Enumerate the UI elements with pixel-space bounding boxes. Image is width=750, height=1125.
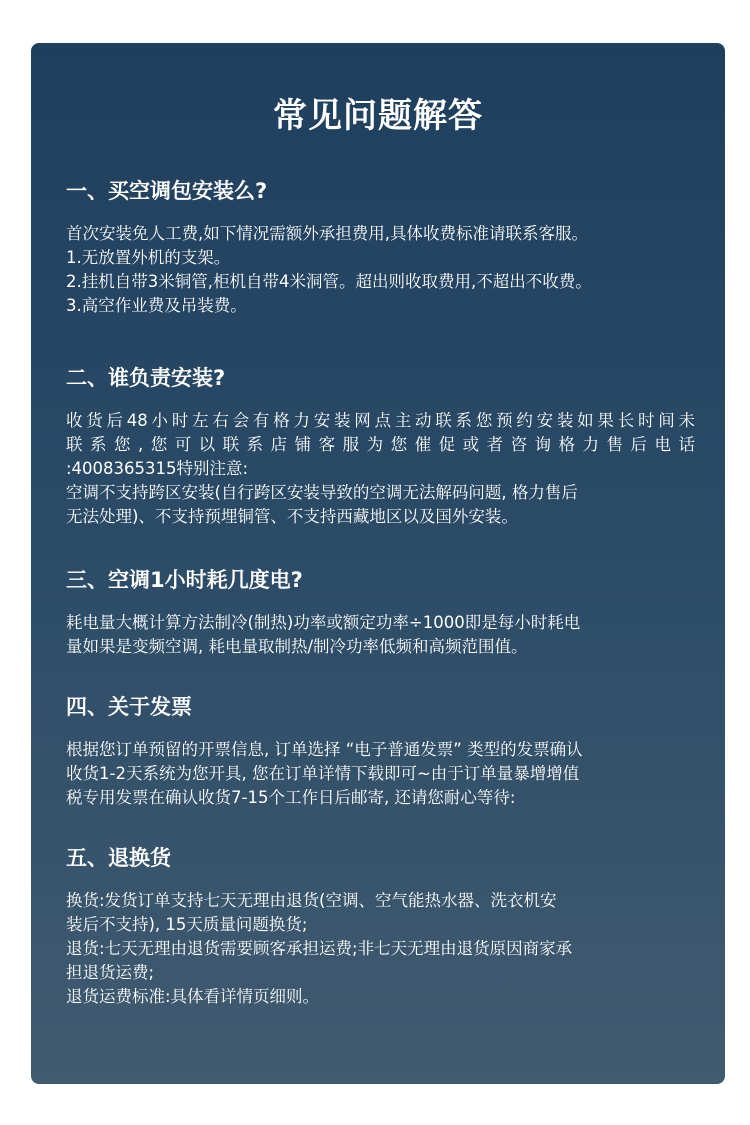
section-heading: 三、空调1小时耗几度电? [66, 568, 303, 592]
page-title: 常见问题解答 [273, 96, 483, 136]
body-line: 退货运费标准:具体看详情页细则。 [66, 987, 320, 1006]
body-line: 空调不支持跨区安装(自行跨区安装导致的空调无法解码问题, 格力售后 [66, 483, 578, 502]
body-line: 量如果是变频空调, 耗电量取制热/制冷功率低频和高频范围值。 [66, 637, 528, 656]
faq-section-who-installs [66, 363, 695, 529]
section-heading: 二、谁负责安装? [66, 366, 226, 390]
section-body [66, 611, 695, 659]
faq-section-power-consumption [66, 565, 695, 659]
faq-section-installation-fee [66, 176, 695, 318]
section-heading: 五、退换货 [66, 846, 171, 870]
faq-card [31, 43, 725, 1084]
body-line: :4008365315特别注意: [66, 459, 249, 478]
body-line: 担退货运费; [66, 963, 155, 982]
section-body [66, 889, 695, 1009]
section-body [66, 222, 695, 318]
body-line: 退货:七天无理由退货需要顾客承担运费;非七天无理由退货原因商家承 [66, 939, 573, 958]
section-heading: 一、买空调包安装么? [66, 179, 268, 203]
body-line: 收货1-2天系统为您开具, 您在订单详情下载即可~由于订单量暴增增值 [66, 764, 580, 783]
section-heading: 四、关于发票 [66, 695, 192, 719]
body-line: 无法处理)、不支持预埋铜管、不支持西藏地区以及国外安装。 [66, 507, 518, 526]
body-line: 装后不支持), 15天质量问题换货; [66, 915, 308, 934]
faq-section-invoice [66, 692, 695, 810]
body-line: 换货:发货订单支持七天无理由退货(空调、空气能热水器、洗衣机安 [66, 891, 557, 910]
body-line: 首次安装免人工费,如下情况需额外承担费用,具体收费标准请联系客服。 [66, 224, 588, 243]
body-line: 3.高空作业费及吊装费。 [66, 296, 247, 315]
body-line: 收货后48小时左右会有格力安装网点主动联系您预约安装如果长时间未 [66, 411, 695, 430]
body-line: 联系您,您可以联系店铺客服为您催促或者咨询格力售后电话 [66, 435, 695, 454]
section-body [66, 738, 695, 810]
body-line: 根据您订单预留的开票信息, 订单选择 “电子普通发票” 类型的发票确认 [66, 740, 583, 759]
section-body [66, 409, 695, 529]
body-line: 1.无放置外机的支架。 [66, 248, 231, 267]
body-line: 耗电量大概计算方法制冷(制热)功率或额定功率÷1000即是每小时耗电 [66, 613, 581, 632]
body-line: 税专用发票在确认收货7-15个工作日后邮寄, 还请您耐心等待: [66, 788, 516, 807]
body-line: 2.挂机自带3米铜管,柜机自带4米洞管。超出则收取费用,不超出不收费。 [66, 272, 592, 291]
faq-section-returns [66, 843, 695, 1009]
